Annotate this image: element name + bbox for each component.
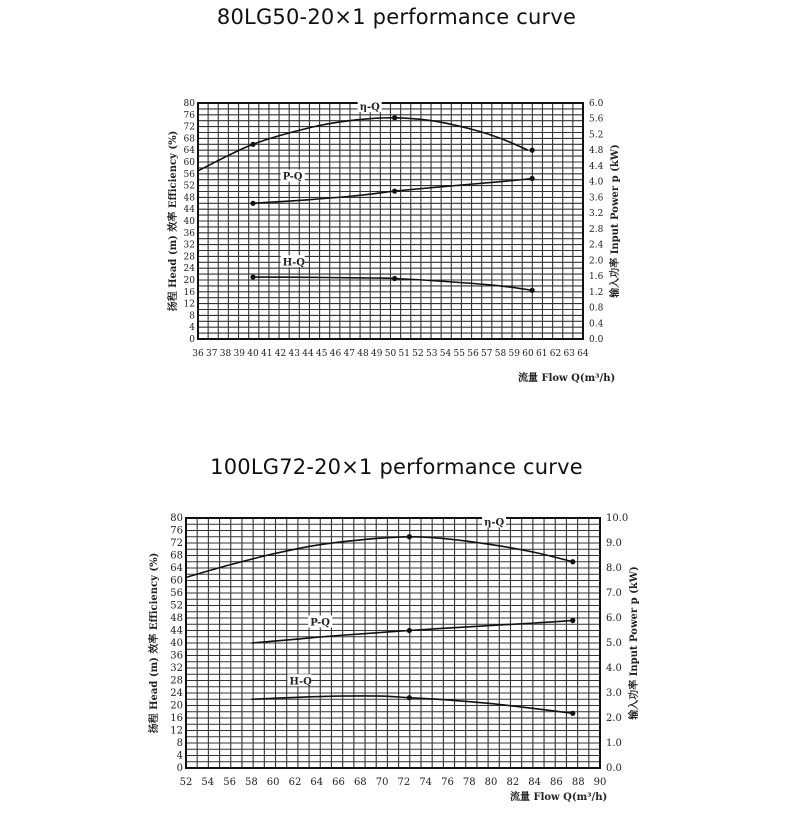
right-tick-label: 2.4 [589,240,604,251]
left-tick-label: 24 [170,688,183,699]
curve-label-power: P-Q [310,617,331,629]
chart-title-80lg50: 80LG50-20×1 performance curve [216,5,577,29]
x-axis-title: 流量 Flow Q(m³/h) [510,792,608,803]
right-tick-label: 1.2 [589,287,604,298]
right-tick-label: 1.6 [589,272,604,283]
left-tick-label: 20 [183,276,195,286]
x-tick-label: 61 [536,349,548,359]
right-axis-title: 输入功率 Input Power p (kW) [610,144,621,298]
left-tick-label: 64 [183,146,195,157]
left-tick-label: 12 [170,725,183,737]
right-tick-label: 7.0 [606,588,622,599]
x-tick-label: 51 [398,349,410,359]
curve-label-power: P-Q [282,171,303,183]
x-tick-label: 59 [508,349,520,359]
right-tick-label: 3.6 [589,193,604,204]
x-tick-label: 63 [563,349,575,359]
x-tick-label: 54 [439,349,452,359]
left-tick-label: 36 [183,228,195,239]
x-tick-label: 53 [426,349,438,359]
right-tick-label: 10.0 [606,513,629,524]
marker-eta [407,534,412,539]
right-tick-label: 2.0 [606,713,622,724]
x-tick-label: 68 [353,777,367,788]
right-tick-label: 1.0 [606,738,622,749]
curve-label-eta: η-Q [484,517,505,529]
x-tick-label: 76 [441,777,454,788]
marker-power [407,628,412,633]
right-tick-label: 0.0 [589,335,604,345]
left-tick-label: 80 [183,99,195,109]
x-tick-label: 56 [467,349,479,359]
right-tick-label: 4.4 [589,161,604,172]
x-tick-label: 38 [219,349,232,359]
left-tick-label: 28 [170,675,183,687]
x-tick-label: 86 [550,777,563,788]
left-tick-label: 44 [183,205,195,216]
x-tick-label: 66 [332,777,345,788]
x-tick-label: 50 [384,349,397,359]
left-tick-label: 8 [189,311,195,322]
curve-head [251,696,572,713]
x-tick-label: 60 [266,777,280,788]
left-tick-label: 72 [183,122,195,133]
x-tick-label: 78 [462,777,476,788]
left-tick-label: 52 [183,181,195,192]
left-tick-label: 0 [176,763,183,774]
right-tick-label: 4.0 [606,663,622,674]
left-axis-title: 扬程 Head (m) 效率 Efficiency (%) [168,130,179,312]
left-tick-label: 32 [170,663,183,674]
x-tick-label: 72 [397,777,411,788]
left-tick-label: 68 [170,550,183,562]
x-tick-label: 42 [274,349,287,359]
x-tick-label: 62 [549,349,562,359]
x-tick-label: 39 [233,349,245,359]
left-tick-label: 40 [170,638,183,649]
left-tick-label: 4 [176,750,183,762]
left-tick-label: 28 [183,252,195,263]
left-tick-label: 8 [176,738,183,749]
x-tick-label: 64 [310,777,324,788]
left-tick-label: 36 [170,650,183,662]
x-tick-label: 46 [329,349,342,359]
left-tick-label: 68 [183,134,195,145]
left-tick-label: 16 [183,287,195,298]
right-tick-label: 6.0 [589,99,604,109]
right-tick-label: 4.0 [589,177,604,188]
x-tick-label: 52 [179,777,193,788]
x-tick-label: 84 [528,777,541,788]
x-axis-title: 流量 Flow Q(m³/h) [518,373,616,384]
right-tick-label: 9.0 [606,538,622,549]
left-tick-label: 56 [183,169,195,180]
x-tick-label: 80 [484,777,498,788]
left-tick-label: 60 [183,158,195,168]
left-tick-label: 12 [183,299,195,310]
x-tick-label: 36 [192,349,204,359]
left-tick-label: 20 [170,700,183,712]
left-tick-label: 0 [189,335,195,345]
curve-label-head: H-Q [289,676,312,688]
marker-eta [570,559,575,564]
left-tick-label: 76 [170,525,183,537]
x-tick-label: 58 [245,777,258,788]
left-tick-label: 32 [183,240,195,251]
right-tick-label: 6.0 [606,613,622,624]
grid [186,518,600,768]
x-tick-label: 64 [577,349,589,359]
left-tick-label: 44 [170,625,183,637]
x-tick-label: 74 [419,777,433,788]
x-tick-label: 54 [201,777,215,788]
x-tick-label: 60 [522,349,534,359]
right-tick-label: 4.8 [589,146,604,157]
x-tick-label: 49 [371,349,383,359]
right-tick-label: 0.8 [589,303,604,314]
x-tick-label: 70 [375,777,389,788]
x-tick-label: 52 [412,349,424,359]
marker-head [407,695,412,700]
left-tick-label: 64 [170,563,183,574]
x-tick-label: 58 [494,349,507,359]
x-tick-label: 88 [571,777,585,788]
right-tick-label: 5.0 [606,638,622,649]
x-tick-label: 37 [206,349,218,359]
left-tick-label: 40 [183,217,195,227]
x-tick-label: 48 [357,349,369,359]
right-tick-label: 8.0 [606,563,622,574]
right-axis-title: 输入功率 Input Power p (kW) [629,566,640,720]
left-tick-label: 24 [183,264,195,275]
x-tick-label: 82 [506,777,520,788]
x-tick-label: 55 [453,349,465,359]
right-tick-label: 2.8 [589,224,604,235]
curve-label-eta: η-Q [359,102,380,114]
left-tick-label: 60 [170,575,183,587]
x-tick-label: 45 [316,349,328,359]
left-tick-label: 16 [170,713,183,724]
x-tick-label: 62 [288,777,302,788]
x-tick-label: 44 [302,349,314,359]
left-tick-label: 56 [170,588,183,599]
left-axis-title: 扬程 Head (m) 效率 Efficiency (%) [149,552,160,734]
x-tick-label: 56 [223,777,236,788]
curve-label-head: H-Q [282,257,306,269]
left-tick-label: 80 [170,513,183,524]
x-tick-label: 57 [481,349,493,359]
right-tick-label: 0.4 [589,319,604,330]
right-tick-label: 5.2 [589,130,604,141]
left-tick-label: 48 [170,613,183,624]
right-tick-label: 0.0 [606,763,622,774]
marker-power [570,618,575,623]
right-tick-label: 3.0 [606,688,622,699]
x-tick-label: 41 [261,349,273,359]
left-tick-label: 52 [170,600,183,612]
x-tick-label: 47 [343,349,355,359]
chart-title-100lg72: 100LG72-20×1 performance curve [210,455,583,479]
right-tick-label: 2.0 [589,256,604,267]
right-tick-label: 5.6 [589,114,604,125]
left-tick-label: 72 [170,538,183,549]
left-tick-label: 76 [183,110,195,121]
marker-head [570,711,575,716]
x-tick-label: 90 [593,777,607,788]
right-tick-label: 3.2 [589,209,604,220]
left-tick-label: 48 [183,193,195,204]
left-tick-label: 4 [189,323,195,334]
x-tick-label: 40 [247,349,259,359]
x-tick-label: 43 [288,349,300,359]
